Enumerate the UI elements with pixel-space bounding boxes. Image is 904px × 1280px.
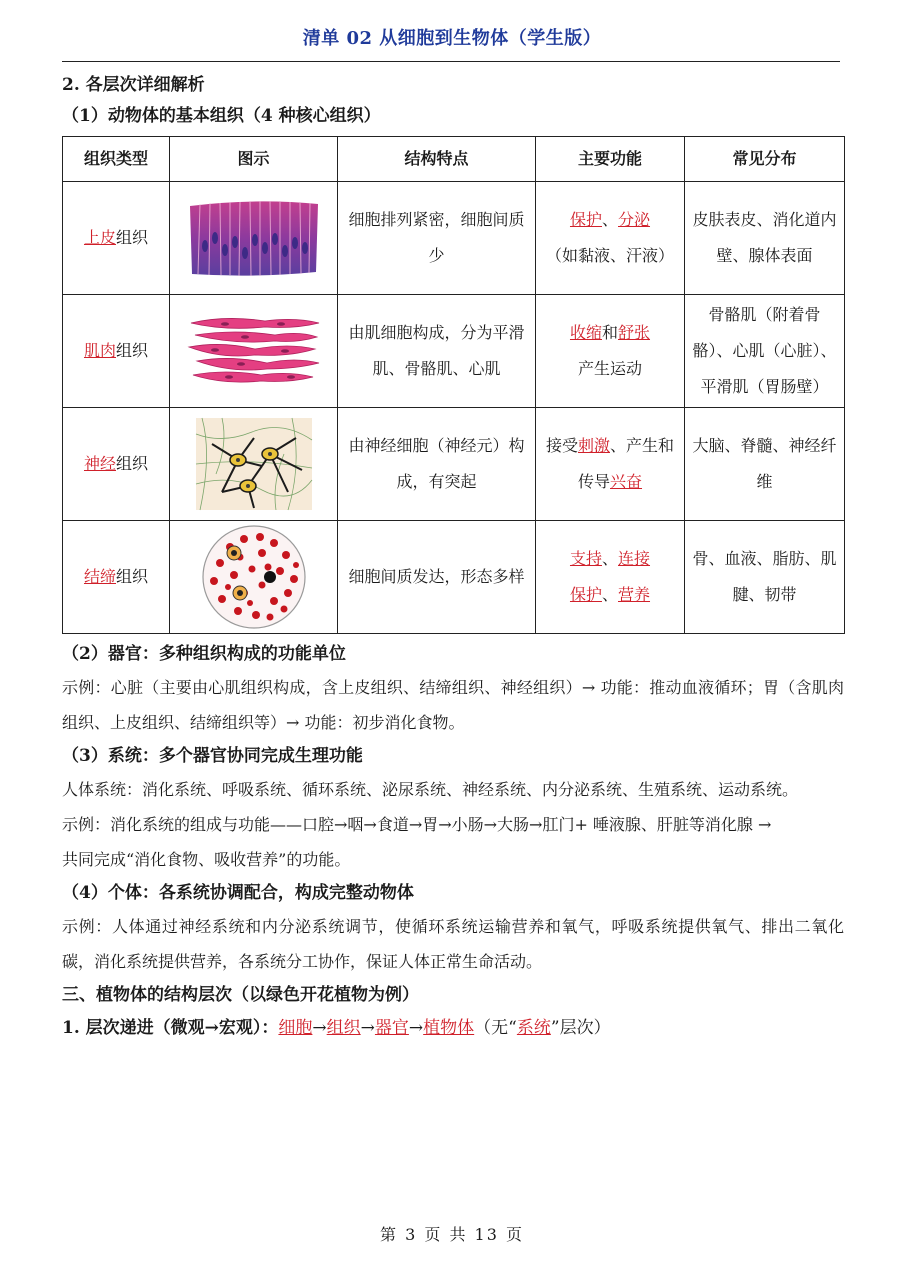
tissue-type-cell <box>63 521 170 634</box>
page-header-title: 清单 02 从细胞到生物体（学生版） <box>302 28 602 49</box>
function-answer: 分泌 <box>618 210 651 229</box>
tissue-type-cell <box>63 182 170 295</box>
tissue-name-suffix: 组织 <box>116 454 149 473</box>
function-cell <box>536 295 685 408</box>
function-answer: 舒张 <box>618 323 651 342</box>
nerve-tissue-image <box>192 414 316 514</box>
function-separator: 和 <box>601 323 618 342</box>
table-row <box>63 182 845 295</box>
distribution-cell: 皮肤表皮、消化道内壁、腺体表面 <box>685 182 845 295</box>
arrow-glyph: → <box>408 1018 424 1038</box>
column-header: 结构特点 <box>338 137 536 182</box>
function-text: 、产生和传导 <box>577 436 675 491</box>
subsection-tissues-heading: （1）动物体的基本组织（4 种核心组织） <box>62 106 381 126</box>
plant-note-answer: 系统 <box>516 1018 551 1038</box>
function-answer: 支持 <box>569 549 602 568</box>
tissue-illustration-cell <box>170 182 338 295</box>
function-separator: 、 <box>601 210 618 229</box>
page-number: 第 3 页 共 13 页 <box>380 1225 524 1244</box>
function-detail: 产生运动 <box>577 359 642 378</box>
note-text: （无“ <box>474 1018 517 1038</box>
table-header-row <box>63 137 845 182</box>
subsection-individual-heading: （4）个体：各系统协调配合，构成完整动物体 <box>62 883 414 903</box>
column-header: 常见分布 <box>685 137 845 182</box>
individual-example-text: 示例：人体通过神经系统和内分泌系统调节，使循环系统运输营养和氧气，呼吸系统提供氧气、排出二氧化碳，消化系统提供营养，各系统分工协作，保证人体正常生命活动。 <box>62 917 844 971</box>
tissue-name-answer: 肌肉 <box>83 341 116 360</box>
tissue-table <box>62 136 845 634</box>
plant-level-answer: 器官 <box>374 1018 409 1038</box>
function-answer: 兴奋 <box>610 472 643 491</box>
function-answer: 连接 <box>618 549 651 568</box>
distribution-cell: 大脑、脊髓、神经纤维 <box>685 408 845 521</box>
section-heading: 2. 各层次详细解析 <box>62 75 205 95</box>
column-header: 图示 <box>170 137 338 182</box>
plant-levels-line <box>62 1011 844 1046</box>
tissue-name-suffix: 组织 <box>116 228 149 247</box>
organ-example-text: 示例：心脏（主要由心肌组织构成，含上皮组织、结缔组织、神经组织）→ 功能：推动血液循环；胃（含肌肉组织、上皮组织、结缔组织等）→ 功能：初步消化食物。 <box>62 678 844 732</box>
tissue-name-answer: 上皮 <box>83 228 116 247</box>
structure-cell: 由神经细胞（神经元）构成，有突起 <box>338 408 536 521</box>
tissue-illustration-cell <box>170 295 338 408</box>
tissue-name-suffix: 组织 <box>116 341 149 360</box>
tissue-name-answer: 神经 <box>83 454 116 473</box>
function-cell <box>536 408 685 521</box>
function-separator: 、 <box>601 549 618 568</box>
digestive-function-text: 共同完成“消化食物、吸收营养”的功能。 <box>62 850 351 869</box>
plant-levels-label: 1. 层次递进（微观→宏观）： <box>62 1018 279 1038</box>
digestive-example-text: 示例：消化系统的组成与功能——口腔→咽→食道→胃→小肠→大肠→肛门+ 唾液腺、肝脏等消化腺 → <box>62 815 772 834</box>
subsection-organ-heading: （2）器官：多种组织构成的功能单位 <box>62 644 346 664</box>
tissue-name-suffix: 组织 <box>116 567 149 586</box>
tissue-type-cell <box>63 295 170 408</box>
plant-level-answer: 细胞 <box>278 1018 313 1038</box>
table-row <box>63 408 845 521</box>
plant-section-heading: 三、植物体的结构层次（以绿色开花植物为例） <box>62 985 419 1005</box>
epithelial-tissue-image <box>186 198 322 278</box>
function-answer: 保护 <box>569 585 602 604</box>
function-answer: 营养 <box>618 585 651 604</box>
structure-cell: 由肌细胞构成，分为平滑肌、骨骼肌、心肌 <box>338 295 536 408</box>
function-answer: 收缩 <box>569 323 602 342</box>
column-header: 组织类型 <box>63 137 170 182</box>
function-cell <box>536 521 685 634</box>
connective-tissue-image <box>200 523 308 631</box>
function-text: 接受 <box>545 436 578 455</box>
muscle-tissue-image <box>185 313 323 389</box>
function-separator: 、 <box>601 585 618 604</box>
structure-cell: 细胞排列紧密，细胞间质少 <box>338 182 536 295</box>
plant-level-answer: 组织 <box>326 1018 361 1038</box>
human-systems-text: 人体系统：消化系统、呼吸系统、循环系统、泌尿系统、神经系统、内分泌系统、生殖系统、运动系统。 <box>62 780 799 799</box>
table-row <box>63 295 845 408</box>
tissue-name-answer: 结缔 <box>83 567 116 586</box>
distribution-cell: 骨骼肌（附着骨骼）、心肌（心脏）、平滑肌（胃肠壁） <box>685 295 845 408</box>
tissue-type-cell <box>63 408 170 521</box>
subsection-system-heading: （3）系统：多个器官协同完成生理功能 <box>62 746 363 766</box>
table-row <box>63 521 845 634</box>
tissue-illustration-cell <box>170 408 338 521</box>
arrow-glyph: → <box>312 1018 327 1038</box>
function-detail: （如黏液、汗液） <box>545 246 674 265</box>
plant-level-answer: 植物体 <box>423 1018 475 1038</box>
function-cell <box>536 182 685 295</box>
note-text: ”层次） <box>550 1018 611 1038</box>
function-answer: 刺激 <box>577 436 610 455</box>
function-answer: 保护 <box>569 210 602 229</box>
structure-cell: 细胞间质发达，形态多样 <box>338 521 536 634</box>
column-header: 主要功能 <box>536 137 685 182</box>
header-divider <box>62 61 840 62</box>
distribution-cell: 骨、血液、脂肪、肌腱、韧带 <box>685 521 845 634</box>
tissue-illustration-cell <box>170 521 338 634</box>
page-content <box>62 70 844 1046</box>
arrow-glyph: → <box>360 1018 375 1038</box>
